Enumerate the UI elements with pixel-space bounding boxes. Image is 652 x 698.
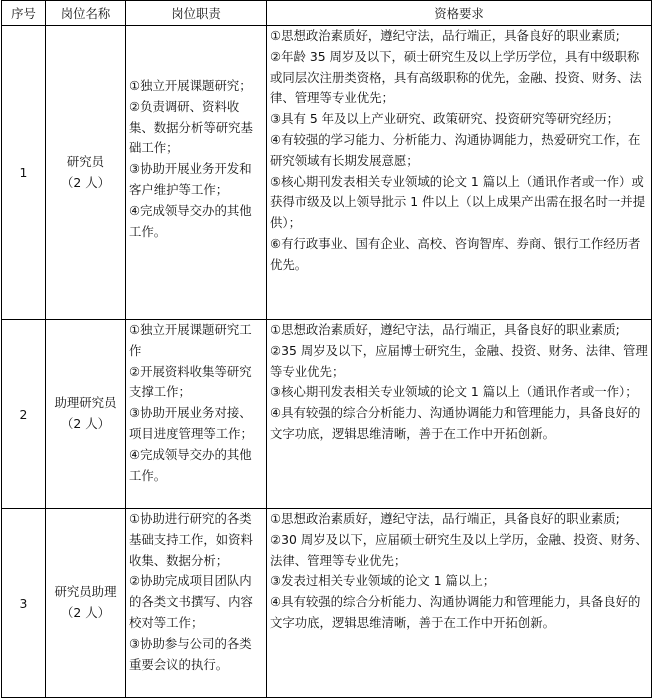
position-name: 研究员助理 (54, 584, 117, 600)
row-duties (126, 320, 267, 509)
position-count: （2 人） (61, 605, 110, 620)
position-count: （2 人） (61, 174, 110, 190)
requirement-item: ②年龄 35 周岁及以下，硕士研究生及以上学历学位，具有中级职称或同层次注册类资格，具有高级职称的优先，金融、投资、财务、法律、管理等专业优先； (270, 48, 642, 106)
row-requirements (267, 26, 652, 320)
requirement-item: ⑥有行政事业、国有企业、高校、咨询智库、券商、银行工作经历者优先。 (270, 235, 641, 272)
duty-item: ②开展资料收集等研究支撑工作； (129, 363, 252, 400)
row-duties (126, 509, 267, 698)
duty-item: ③协助开展业务对接、项目进度管理等工作； (129, 405, 253, 441)
row-seq: 3 (2, 509, 46, 698)
duty-item: ③协助开展业务开发和客户维护等工作； (129, 161, 252, 197)
duty-item: ④完成领导交办的其他工作。 (129, 446, 252, 483)
table-row (2, 509, 652, 698)
job-requirements-table (1, 0, 652, 698)
row-seq: 1 (2, 26, 46, 320)
requirement-item: ②30 周岁及以下，应届硕士研究生及以上学历，金融、投资、财务、法律、管理等专业优先； (270, 531, 648, 568)
position-count: （2 人） (61, 416, 110, 431)
requirement-item: ④有较强的学习能力、分析能力、沟通协调能力，热爱研究工作，在研究领域有长期发展意愿； (270, 131, 641, 168)
header-duties: 岗位职责 (126, 1, 267, 26)
requirement-item: ⑤核心期刊发表相关专业领域的论文 1 篇以上（通讯作者或一作）或获得市级及以上领导批示 1 件以上（以上成果产出需在报名时一并提供）； (270, 173, 646, 231)
header-seq: 序号 (2, 1, 46, 26)
requirement-item: ①思想政治素质好，遵纪守法，品行端正，具备良好的职业素质; (270, 28, 620, 43)
requirement-item: ②35 周岁及以下，应届博士研究生，金融、投资、财务、法律、管理等专业优先； (270, 342, 648, 379)
duty-item: ①独立开展课题研究； (129, 78, 252, 93)
row-position (46, 26, 126, 320)
requirement-item: ①思想政治素质好，遵纪守法，品行端正，具备良好的职业素质; (270, 322, 620, 337)
requirement-item: ③核心期刊发表相关专业领域的论文 1 篇以上（通讯作者或一作）； (270, 384, 638, 400)
requirement-item: ④具有较强的综合分析能力、沟通协调能力和管理能力，具备良好的文字功底，逻辑思维清晰，善于在工作中开拓创新。 (270, 405, 641, 441)
row-position (46, 509, 126, 698)
row-requirements (267, 320, 652, 509)
row-seq: 2 (2, 320, 46, 509)
requirement-item: ④具有较强的综合分析能力、沟通协调能力和管理能力，具备良好的文字功底，逻辑思维清晰，善于在工作中开拓创新。 (270, 594, 641, 630)
requirement-item: ①思想政治素质好，遵纪守法，品行端正，具备良好的职业素质; (270, 511, 620, 526)
requirement-item: ③具有 5 年及以上产业研究、政策研究、投资研究等研究经历； (270, 111, 620, 127)
duty-item: ②协助完成项目团队内的各类文书撰写、内容校对等工作； (129, 573, 253, 630)
table-row (2, 26, 652, 320)
table-row (2, 320, 652, 509)
duty-item: ③协助参与公司的各类重要会议的执行。 (129, 635, 252, 672)
duty-item: ①协助进行研究的各类基础支持工作，如资料收集、数据分析； (129, 511, 253, 568)
header-requirements: 资格要求 (267, 1, 652, 26)
duty-item: ④完成领导交办的其他工作。 (129, 202, 252, 239)
position-name: 助理研究员 (54, 395, 117, 411)
duty-item: ②负责调研、资料收集、数据分析等研究基础工作； (129, 98, 253, 156)
position-name: 研究员 (66, 153, 105, 169)
header-position: 岗位名称 (46, 1, 126, 26)
row-duties (126, 26, 267, 320)
row-position (46, 320, 126, 509)
duty-item: ①独立开展课题研究工作 (129, 322, 252, 358)
requirement-item: ③发表过相关专业领域的论文 1 篇以上； (270, 573, 496, 589)
row-requirements (267, 509, 652, 698)
header-row (2, 1, 652, 26)
